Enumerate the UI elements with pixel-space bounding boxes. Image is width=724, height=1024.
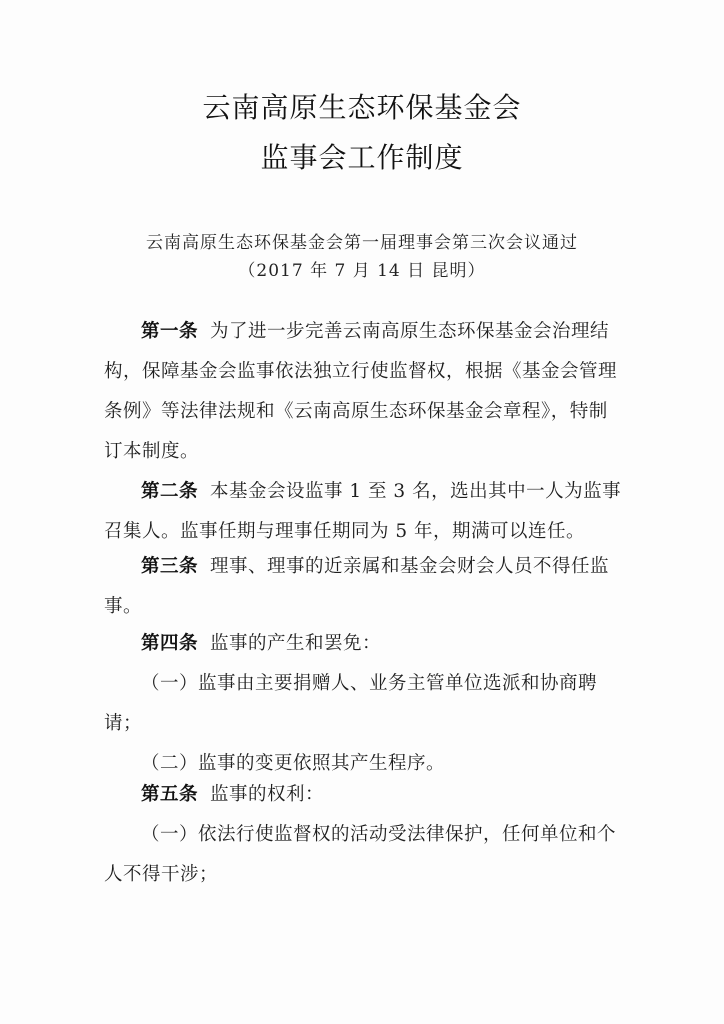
article-2-text: 本基金会设监事 1 至 3 名，选出其中一人为监事召集人。监事任期与理事任期同为 5 年，期满可以连任。 (104, 481, 622, 542)
document-title-line2: 监事会工作制度 (260, 141, 464, 174)
article-3-label: 第三条 (141, 556, 199, 577)
article-4-item-1: （一）监事由主要捐赠人、业务主管单位选派和协商聘请； (104, 673, 598, 734)
article-1-label: 第一条 (141, 321, 199, 342)
article-4 (104, 624, 624, 784)
article-5-label: 第五条 (141, 784, 199, 805)
article-4-label: 第四条 (141, 633, 199, 654)
article-1 (104, 312, 624, 472)
approval-date-place: （2017 年 7 月 14 日 昆明） (238, 261, 486, 281)
article-5-text: 监事的权利： (210, 784, 325, 805)
article-2 (104, 472, 624, 552)
document-title-line1: 云南高原生态环保基金会 (202, 91, 522, 124)
article-4-text: 监事的产生和罢免： (210, 633, 382, 654)
article-4-item-2: （二）监事的变更依照其产生程序。 (141, 753, 446, 774)
article-5 (104, 775, 624, 895)
approval-note: 云南高原生态环保基金会第一届理事会第三次会议通过 (146, 233, 578, 253)
article-3 (104, 547, 624, 627)
article-1-text: 为了进一步完善云南高原生态环保基金会治理结构，保障基金会监事依法独立行使监督权，根据《基金会管理条例》等法律法规和《云南高原生态环保基金会章程》，特制订本制度。 (104, 321, 618, 462)
article-5-item-1: （一）依法行使监督权的活动受法律保护，任何单位和个人不得干涉； (104, 824, 617, 885)
article-3-text: 理事、理事的近亲属和基金会财会人员不得任监事。 (104, 556, 610, 617)
article-2-label: 第二条 (141, 481, 199, 502)
